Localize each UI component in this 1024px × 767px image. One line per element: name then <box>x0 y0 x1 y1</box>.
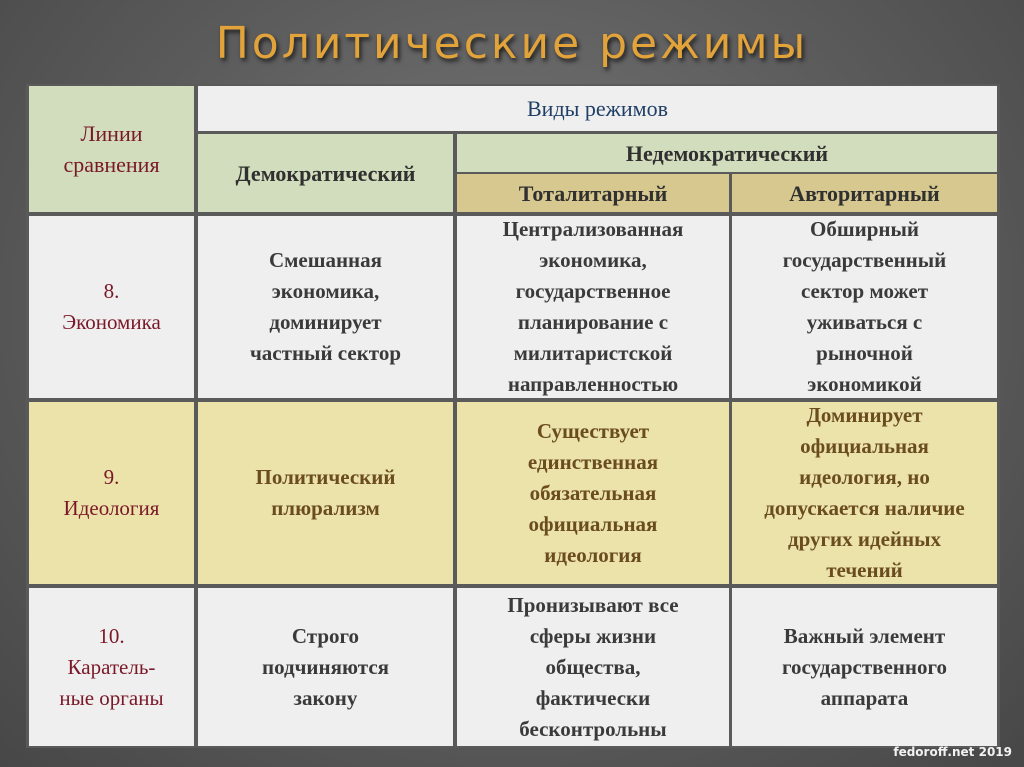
header-nondemocratic: Недемократический <box>457 134 997 172</box>
page-title: Политические режимы <box>215 18 809 69</box>
comparison-table <box>26 84 1000 748</box>
row-economy-democratic: Смешанная экономика, доминирует частный сектор <box>198 216 453 398</box>
row-punitive-authoritarian: Важный элемент государственного аппарата <box>732 588 997 746</box>
row-ideology-totalitarian: Существует единственная обязательная официальная идеология <box>457 402 729 584</box>
header-comparison-lines: Линии сравнения <box>29 86 194 212</box>
row-ideology-label: 9. Идеология <box>29 402 194 584</box>
row-punitive-democratic: Строго подчиняются закону <box>198 588 453 746</box>
row-economy-totalitarian: Централизованная экономика, государственное планирование с милитаристской направленностью <box>457 216 729 398</box>
header-democratic: Демократический <box>198 134 453 212</box>
header-authoritarian: Авторитарный <box>732 174 997 212</box>
header-regime-types: Виды режимов <box>198 86 997 131</box>
row-ideology-democratic: Политический плюрализм <box>198 402 453 584</box>
row-ideology-authoritarian: Доминирует официальная идеология, но допускается наличие других идейных течений <box>732 402 997 584</box>
row-punitive-totalitarian: Пронизывают все сферы жизни общества, фактически бесконтрольны <box>457 588 729 746</box>
row-economy-label: 8. Экономика <box>29 216 194 398</box>
header-totalitarian: Тоталитарный <box>457 174 729 212</box>
row-economy-authoritarian: Обширный государственный сектор может уживаться с рыночной экономикой <box>732 216 997 398</box>
row-punitive-label: 10. Каратель- ные органы <box>29 588 194 746</box>
watermark: fedoroff.net 2019 <box>893 745 1012 759</box>
